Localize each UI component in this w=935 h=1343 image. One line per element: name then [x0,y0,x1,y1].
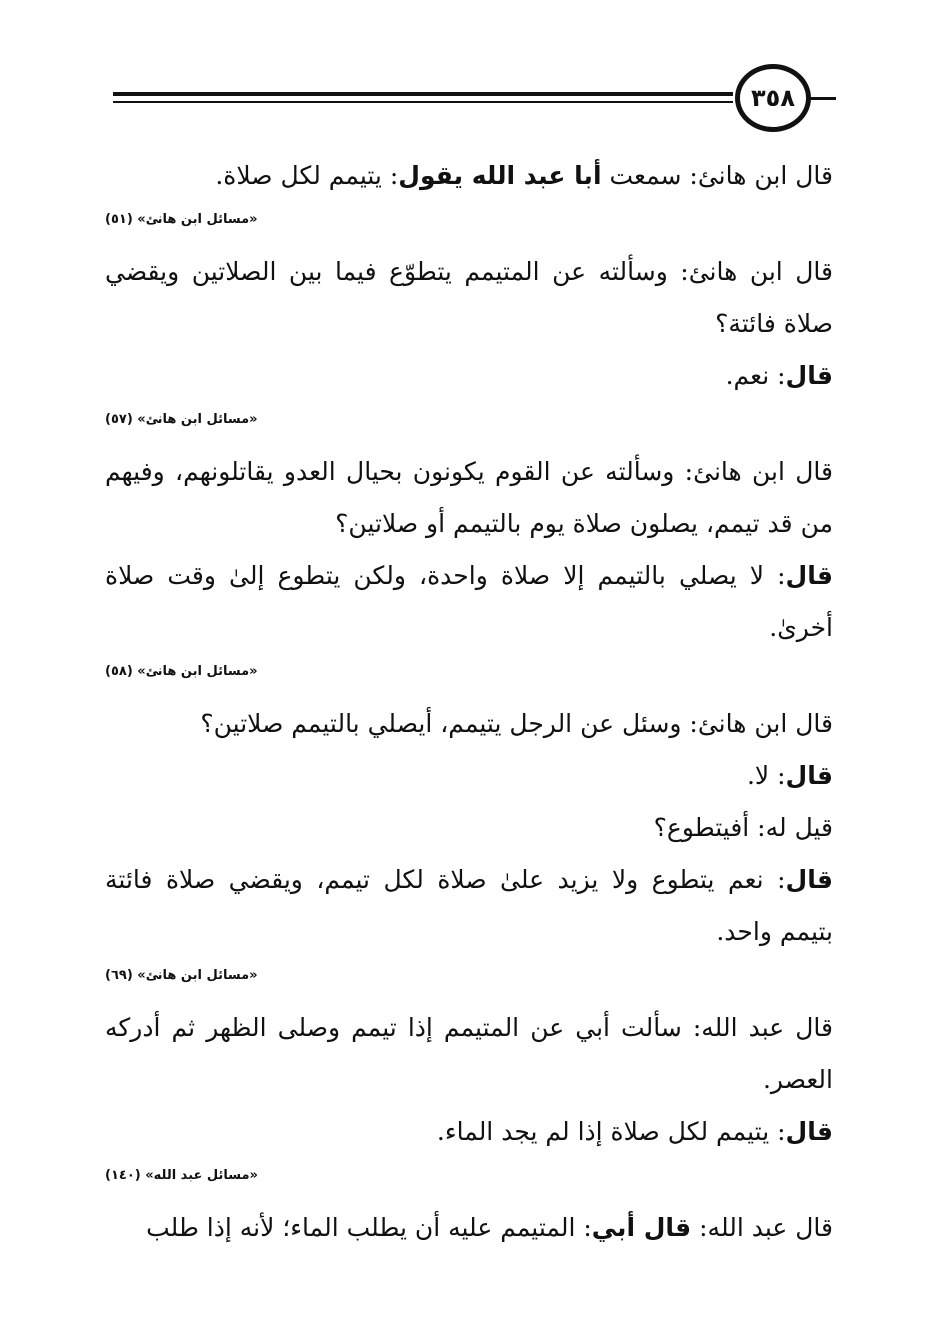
paragraph [105,698,833,750]
paragraph [105,246,833,350]
source-reference [105,402,833,438]
bold-phrase: قال [785,361,833,390]
bold-phrase: أبا عبد الله يقول [398,161,602,190]
source-reference-text: «مسائل عبد الله» (١٤٠) [105,1168,258,1183]
text-segment: قال عبد الله: سألت أبي عن المتيمم إذا تيمم وصلى الظهر ثم أدركه العصر. [105,1013,833,1094]
source-reference-text: «مسائل ابن هانئ» (٦٩) [105,968,258,983]
text-segment: : لا. [746,761,786,790]
header-rule-thin [113,101,733,103]
header-rule-thick [113,92,733,96]
bold-phrase: قال [785,1117,833,1146]
paragraph [105,854,833,958]
text-segment: قال ابن هانئ: سمعت [601,161,833,190]
paragraph [105,750,833,802]
page-number: ٣٥٨ [751,84,795,112]
text-segment: : يتيمم لكل صلاة. [215,161,399,190]
source-reference-text: «مسائل ابن هانئ» (٥٨) [105,664,258,679]
bold-phrase: قال [785,761,833,790]
text-segment: : يتيمم لكل صلاة إذا لم يجد الماء. [436,1117,786,1146]
text-segment: قال ابن هانئ: وسألته عن المتيمم يتطوّع فيما بين الصلاتين ويقضي صلاة فائتة؟ [105,257,833,338]
text-segment: : نعم يتطوع ولا يزيد علىٰ صلاة لكل تيمم، ويقضي صلاة فائتة بتيمم واحد. [105,865,833,946]
paragraph [105,1106,833,1158]
text-segment: قال عبد الله: [691,1213,833,1242]
page-number-badge [735,64,811,132]
bold-phrase: قال أبي [591,1213,692,1242]
paragraph [105,446,833,550]
source-reference [105,1158,833,1194]
page-body [105,150,833,1254]
text-segment: : المتيمم عليه أن يطلب الماء؛ لأنه إذا طلب [146,1213,592,1242]
source-reference [105,654,833,690]
text-segment: : لا يصلي بالتيمم إلا صلاة واحدة، ولكن يتطوع إلىٰ وقت صلاة أخرىٰ. [105,561,833,642]
bold-phrase: قال [785,865,833,894]
paragraph [105,550,833,654]
bold-phrase: قال [785,561,833,590]
source-reference-text: «مسائل ابن هانئ» (٥١) [105,212,258,227]
paragraph [105,802,833,854]
paragraph [105,1202,833,1254]
text-segment: قال ابن هانئ: وسئل عن الرجل يتيمم، أيصلي بالتيمم صلاتين؟ [200,709,833,738]
source-reference [105,202,833,238]
source-reference [105,958,833,994]
text-segment: قيل له: أفيتطوع؟ [653,813,833,842]
paragraph [105,350,833,402]
text-segment: : نعم. [725,361,786,390]
source-reference-text: «مسائل ابن هانئ» (٥٧) [105,412,258,427]
paragraph [105,1002,833,1106]
text-segment: قال ابن هانئ: وسألته عن القوم يكونون بحيال العدو يقاتلونهم، وفيهم من قد تيمم، يصلون صلاة يوم بالتيمم أو صلاتين؟ [105,457,833,538]
paragraph [105,150,833,202]
